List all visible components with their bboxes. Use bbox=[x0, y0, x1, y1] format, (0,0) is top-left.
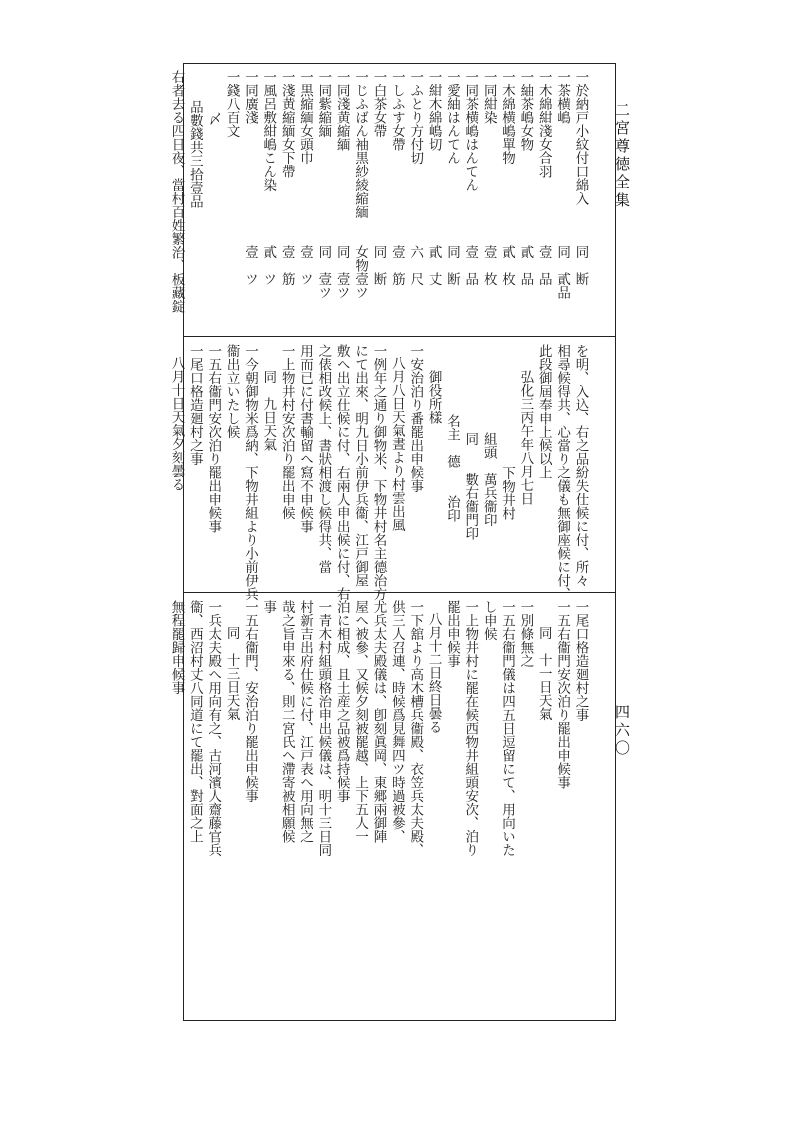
text-fragment: 名主 德 治印 bbox=[444, 414, 460, 522]
text-fragment: 壹 筋 bbox=[278, 245, 295, 286]
text-fragment: 壹 筋 bbox=[388, 245, 405, 286]
text-fragment: 一木綿横嶋單物 bbox=[499, 70, 515, 165]
text-fragment: 一同淺黄縮緬 bbox=[333, 70, 350, 151]
text-band-bottom bbox=[168, 600, 614, 1010]
page-number: 四六〇 bbox=[613, 704, 631, 758]
text-fragment: 一上物井村安次泊り罷出申候 bbox=[278, 344, 295, 520]
text-fragment: 一尾口格造廻村之事 bbox=[572, 600, 589, 722]
text-fragment: 一安治泊り番罷出申候事 bbox=[407, 344, 424, 493]
text-fragment: 一五右衞門、安治泊り罷出申候事 bbox=[242, 600, 258, 803]
text-fragment: 一五右衞門儀は四五日逗留にて、用向いた bbox=[499, 600, 515, 857]
text-fragment: 一同廣淺 bbox=[242, 70, 258, 124]
text-fragment: 哉之旨申來る、則二宮氏へ滯寄被相願候 bbox=[278, 600, 295, 843]
text-fragment: 一五右衞門安次泊り罷出申候事 bbox=[554, 600, 571, 789]
text-fragment: 同 十三日天氣 bbox=[223, 626, 240, 721]
text-fragment: 壹 品 bbox=[462, 245, 479, 286]
text-fragment: 八月十日天氣夕刻曇る bbox=[168, 356, 185, 491]
text-fragment: 一尾口格造廻村之事 bbox=[186, 344, 203, 466]
text-fragment: 此段御屆奉申上候以上 bbox=[535, 344, 552, 479]
text-fragment: 一於納戸小紋付口綿入 bbox=[572, 70, 589, 205]
text-fragment: 一ふとり方付切 bbox=[407, 70, 424, 165]
text-fragment: 敷へ出立仕候に付、右兩人申出候に付、右 bbox=[333, 344, 350, 601]
band-divider bbox=[183, 336, 616, 337]
text-fragment: 八月八日天氣晝より村雲出風 bbox=[388, 356, 405, 532]
text-fragment: 同 數右衞門印 bbox=[462, 432, 479, 540]
text-fragment: 一紺木綿嶋切 bbox=[425, 70, 442, 151]
text-fragment: 相尋候得共、心當り之儀も無御座候に付、 bbox=[554, 344, 571, 601]
text-fragment: 用而已に付書輸留へ寫不申候事 bbox=[297, 344, 313, 533]
text-fragment: 一下舘より高木槽兵衞殿、衣笠兵太夫殿、 bbox=[407, 600, 424, 857]
text-fragment: 一黒縮緬女頭巾 bbox=[297, 70, 313, 165]
text-fragment: を明、入込、右之品紛失仕候に付、所々 bbox=[572, 344, 589, 587]
text-fragment: 御役所樣 bbox=[425, 370, 442, 424]
text-fragment: 一しふす女帶 bbox=[388, 70, 405, 151]
text-fragment: 一木綿紺淺女合羽 bbox=[535, 70, 552, 178]
text-fragment: 同 壹ツ bbox=[333, 245, 350, 299]
text-fragment: 事 bbox=[260, 600, 277, 614]
text-fragment: 貳 品 bbox=[517, 245, 534, 286]
text-fragment: 屋へ被參、又候夕刻被罷越、上下五人一 bbox=[352, 600, 369, 843]
text-fragment: 一青木村組頭格治申出候儀は、明十三日同 bbox=[315, 600, 332, 857]
text-fragment: 同 十一日天氣 bbox=[535, 626, 552, 721]
book-title: 二宮尊徳全集 bbox=[613, 102, 631, 210]
text-band-middle bbox=[168, 344, 614, 601]
text-fragment: 一同紺染 bbox=[480, 70, 497, 124]
text-fragment: 一淺黄縮緬女下帶 bbox=[278, 70, 295, 178]
text-fragment: 同 九日天氣 bbox=[260, 370, 277, 451]
text-fragment: 同 断 bbox=[370, 245, 387, 286]
text-fragment: 泊に相成、且土産之品被爲持候事 bbox=[333, 600, 350, 803]
text-fragment: 一白茶女帶 bbox=[370, 70, 387, 138]
text-fragment: 品數錢共三拾壹品 bbox=[186, 100, 203, 208]
text-fragment: 貳 丈 bbox=[425, 245, 442, 286]
text-band-top bbox=[168, 70, 614, 332]
text-fragment: 組頭 萬兵衞印 bbox=[480, 432, 497, 527]
text-fragment: 右者去る四日夜、當村百姓繁治、板藏錠 bbox=[168, 70, 185, 313]
text-fragment: 一愛紬はんてん bbox=[444, 70, 460, 165]
text-fragment: 罷出申候事 bbox=[444, 600, 460, 668]
text-fragment: 一風呂敷紺嶋こん染 bbox=[260, 70, 277, 192]
text-fragment: 弘化三丙午年八月七日 bbox=[517, 370, 534, 505]
text-fragment: 一五右衞門安次泊り罷出申候事 bbox=[205, 344, 222, 533]
text-fragment: 尤兵太夫殿儀は、卽刻眞岡、東郷兩御陣 bbox=[370, 600, 387, 843]
text-fragment: 一同紫縮緬 bbox=[315, 70, 332, 138]
text-fragment: し申候 bbox=[480, 600, 497, 641]
text-fragment: 一紬茶嶋女物 bbox=[517, 70, 534, 151]
text-fragment: 六 尺 bbox=[407, 245, 424, 286]
text-fragment: 同 断 bbox=[572, 245, 589, 286]
text-fragment: 同 壹ツ bbox=[315, 245, 332, 299]
text-fragment: 一兵太夫殿へ用向有之、古河濱人齋藤官兵 bbox=[205, 600, 222, 857]
text-fragment: 之俵相改候上、書狀相渡し候得共、當 bbox=[315, 344, 332, 574]
text-fragment: 一今朝御物米爲納、下物井組より小前伊兵 bbox=[242, 344, 258, 601]
text-fragment: 一じふばん袖黒紗綾縮緬 bbox=[352, 70, 369, 219]
text-fragment: 衞、西沼村丈八同道にて罷出、對面之上 bbox=[186, 600, 203, 843]
text-fragment: 壹 枚 bbox=[480, 245, 497, 286]
text-fragment: 同 貳品 bbox=[554, 245, 571, 299]
text-fragment: 一例年之通り御物米、下物井村名主德治方 bbox=[370, 344, 387, 601]
text-fragment: 一錢八百文 bbox=[223, 70, 240, 138]
text-fragment: 村新吉出府仕候に付、江戸表へ用向無之 bbox=[297, 600, 313, 843]
text-fragment: 無程罷歸申候事 bbox=[168, 600, 185, 695]
text-fragment: 衞出立いたし候 bbox=[223, 344, 240, 439]
text-fragment: 八月十二日終日曇る bbox=[425, 612, 442, 734]
text-fragment: 一上物井村に罷在候西物井組頭安次、泊り bbox=[462, 600, 479, 857]
text-fragment: 〆 bbox=[205, 112, 222, 126]
text-fragment: 一別條無之 bbox=[517, 600, 534, 668]
text-fragment: 供三人召連、時候爲見舞四ツ時過被參、 bbox=[388, 600, 405, 843]
text-fragment: 壹 品 bbox=[535, 245, 552, 286]
text-fragment: 女物壹ツ bbox=[352, 245, 369, 299]
text-fragment: 貳 ツ bbox=[260, 245, 277, 286]
text-fragment: にて出來、明九日小前伊兵衞、江戸御屋 bbox=[352, 344, 369, 587]
text-fragment: 貳 枚 bbox=[499, 245, 515, 286]
text-fragment: 同 断 bbox=[444, 245, 460, 286]
text-fragment: 一茶横嶋 bbox=[554, 70, 571, 124]
text-fragment: 壹 ツ bbox=[242, 245, 258, 286]
text-fragment: 一同茶横嶋はんてん bbox=[462, 70, 479, 192]
text-fragment: 下物井村 bbox=[499, 466, 515, 520]
text-fragment: 壹 ツ bbox=[297, 245, 313, 286]
